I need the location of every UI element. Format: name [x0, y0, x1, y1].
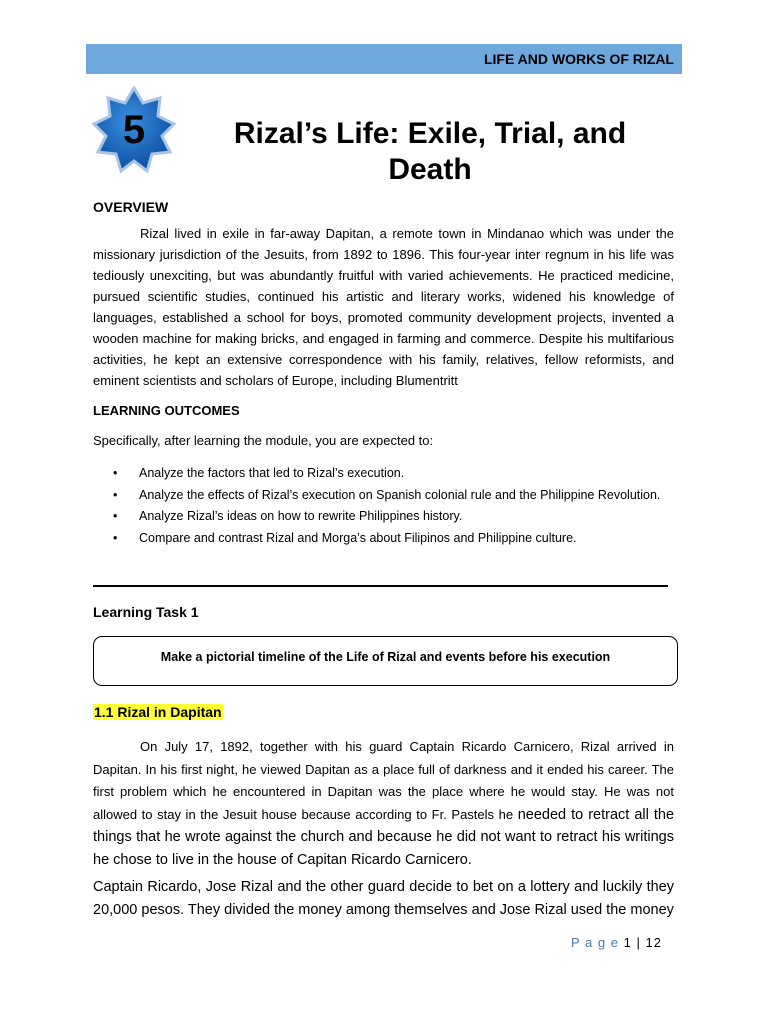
- outcome-text: Analyze the effects of Rizal’s execution on Spanish colonial rule and the Philippine Revolution.: [139, 487, 661, 502]
- header-bar: [86, 44, 682, 74]
- learning-task-box: [93, 636, 678, 686]
- title-line-2: Death: [388, 153, 472, 186]
- page-footer: [571, 935, 662, 950]
- bullet-icon: •: [113, 487, 118, 502]
- title-line-1: Rizal’s Life: Exile, Trial, and: [233, 117, 627, 150]
- section-divider: [93, 585, 668, 587]
- section-paragraph-1: [93, 736, 674, 871]
- page-number: 1: [623, 935, 632, 950]
- learning-outcomes-intro: Specifically, after learning the module, you are expected to:: [93, 433, 434, 448]
- outcome-text: Compare and contrast Rizal and Morga’s about Filipinos and Philippine culture.: [139, 530, 577, 545]
- learning-outcomes-heading: LEARNING OUTCOMES: [93, 403, 240, 418]
- page-total: 12: [645, 935, 662, 950]
- outcomes-list: [93, 463, 674, 549]
- list-item: [93, 485, 674, 507]
- learning-task-instruction: Make a pictorial timeline of the Life of Rizal and events before his execution: [160, 650, 611, 664]
- bullet-icon: •: [113, 466, 118, 480]
- bullet-icon: •: [113, 509, 118, 523]
- overview-heading: OVERVIEW: [93, 199, 169, 215]
- chapter-badge: [90, 86, 178, 174]
- page-title: [200, 116, 660, 188]
- paragraph-text-large: needed to retract all the things that he wrote against the church and because he did not want to retract his writings he chose to live in the house of Capitan Ricardo Carnicero.: [93, 806, 675, 868]
- overview-paragraph: Rizal lived in exile in far-away Dapitan, a remote town in Mindanao which was under the missionary jurisdiction of the Jesuits, from 1892 to 1896. This four-year inter regnum in his life was tediously unexciting, but was abundantly fruitful with varied achievements. He practiced medicine, pursued scientific studies, continued his artistic and literary works, widened his knowledge of languages, established a school for boys, promoted community development projects, invented a wooden machine for making bricks, and engaged in farming and commerce. Despite his multifarious activities, he kept an extensive correspondence with his family, relatives, fellow reformists, and eminent scientists and scholars of Europe, including Blumentritt: [93, 226, 674, 388]
- list-item: [93, 528, 674, 550]
- page-label: P a g e: [571, 935, 619, 950]
- section-heading: 1.1 Rizal in Dapitan: [94, 704, 222, 720]
- header-title: LIFE AND WORKS OF RIZAL: [483, 51, 674, 67]
- outcome-text: Analyze the factors that led to Rizal’s execution.: [139, 466, 405, 480]
- paragraph-text-small: On July 17, 1892, together with his guard Captain Ricardo Carnicero, Rizal arrived in Dapitan. In his first night, he viewed Dapitan as a place full of darkness and it ended his career. The first problem which he encountered in Dapitan was the place where he would stay. He was not allowed to stay in the Jesuit house because according to Fr. Pastels he: [93, 739, 674, 822]
- section-paragraph-2: Captain Ricardo, Jose Rizal and the other guard decide to bet on a lottery and luckily they 20,000 pesos. They divided the money among themselves and Jose Rizal used the money: [93, 879, 674, 918]
- list-item: [93, 506, 674, 528]
- chapter-number: 5: [122, 108, 146, 152]
- list-item: [93, 463, 674, 485]
- learning-task-heading: Learning Task 1: [93, 604, 199, 620]
- bullet-icon: •: [113, 530, 118, 545]
- outcome-text: Analyze Rizal’s ideas on how to rewrite Philippines history.: [139, 509, 463, 523]
- page-separator: |: [636, 935, 641, 950]
